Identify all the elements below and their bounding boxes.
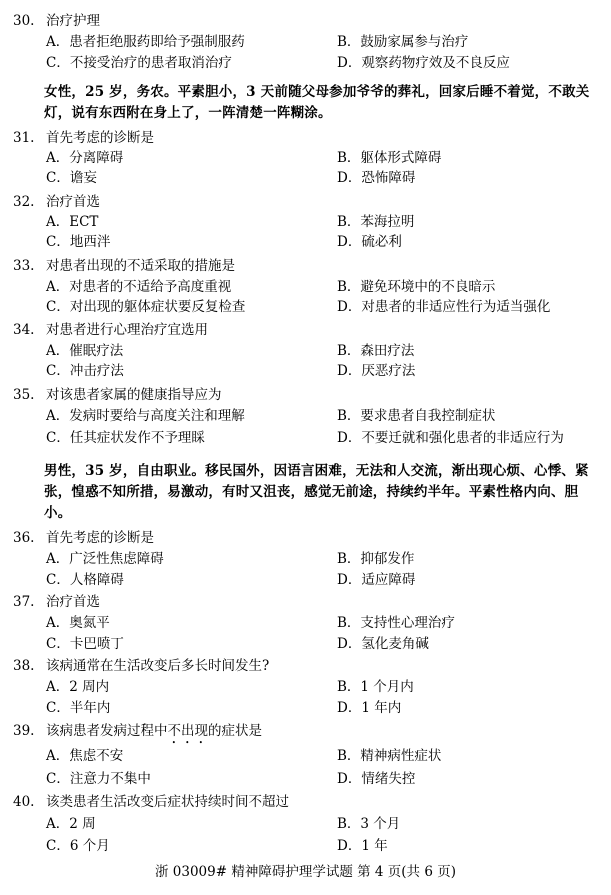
option-letter: C．	[46, 636, 70, 652]
q34-option-b[interactable]	[337, 341, 414, 361]
option-text: 鼓励家属参与治疗	[360, 34, 469, 50]
option-text: 对患者的非适应性行为适当强化	[361, 299, 551, 315]
option-letter: C．	[46, 430, 70, 446]
case-1-text: 女性，25 岁，务农。平素胆小，3 天前随父母参加爷爷的葬礼，回家后睡不着觉，不敢关灯，说有东西附在身上了，一阵清楚一阵糊涂。	[44, 84, 590, 121]
option-text: 地西泮	[69, 234, 111, 250]
q38-option-a[interactable]	[46, 677, 109, 697]
option-text: 任其症状发作不予理睬	[69, 430, 205, 446]
option-text: 躯体形式障碍	[360, 150, 442, 166]
option-letter: B．	[337, 279, 361, 295]
option-letter: A．	[46, 150, 70, 166]
option-letter: B．	[337, 343, 361, 359]
option-letter: C．	[46, 572, 70, 588]
option-text: 对患者的不适给予高度重视	[69, 279, 232, 295]
option-text: 不接受治疗的患者取消治疗	[69, 55, 232, 71]
q33-option-b[interactable]	[337, 277, 495, 297]
option-text: 广泛性焦虑障碍	[69, 551, 164, 567]
option-text: 3 个月	[360, 816, 401, 832]
option-text: 支持性心理治疗	[360, 615, 455, 631]
option-letter: D．	[337, 55, 362, 71]
option-text: 观察药物疗效及不良反应	[361, 55, 510, 71]
q34-number: 34.	[13, 322, 35, 338]
option-letter: A．	[46, 343, 70, 359]
q39-stem-emphasis: 不出现	[167, 723, 208, 739]
option-letter: D．	[337, 771, 362, 787]
q36-option-a[interactable]	[46, 549, 164, 569]
option-letter: D．	[337, 234, 362, 250]
option-letter: A．	[46, 679, 70, 695]
option-letter: D．	[337, 170, 362, 186]
option-text: 森田疗法	[360, 343, 415, 359]
option-text: 恐怖障碍	[361, 170, 416, 186]
q33-option-a[interactable]	[46, 277, 231, 297]
q39-stem	[46, 721, 262, 747]
option-text: 不要迁就和强化患者的非适应行为	[361, 430, 564, 446]
option-letter: A．	[46, 615, 70, 631]
q39-number: 39.	[13, 723, 35, 739]
q38-stem: 该病通常在生活改变后多长时间发生?	[46, 658, 270, 674]
option-letter: D．	[337, 572, 362, 588]
q37-number: 37.	[13, 594, 35, 610]
q31-stem: 首先考虑的诊断是	[46, 130, 154, 146]
option-letter: B．	[337, 214, 361, 230]
q37-stem: 治疗首选	[46, 594, 100, 610]
q40-number: 40.	[13, 794, 35, 810]
option-letter: B．	[337, 816, 361, 832]
option-letter: C．	[46, 771, 70, 787]
q36-option-c[interactable]	[46, 570, 124, 590]
q38-option-d[interactable]	[337, 698, 401, 718]
option-letter: D．	[337, 430, 362, 446]
case-2-text: 男性，35 岁，自由职业。移民国外，因语言困难，无法和人交流，渐出现心烦、心悸、紧张，惶惑不知所措，易激动，有时又沮丧，感觉无前途，持续约半年。平素性格内向、胆小。	[44, 463, 589, 521]
q39-stem-post: 的症状是	[208, 723, 262, 739]
q39-option-b[interactable]	[337, 746, 441, 766]
q32-option-d[interactable]	[337, 232, 402, 252]
q30-number: 30.	[13, 13, 35, 29]
option-text: 催眠疗法	[69, 343, 124, 359]
option-letter: A．	[46, 816, 70, 832]
option-text: 硫必利	[361, 234, 402, 250]
option-letter: C．	[46, 299, 70, 315]
option-letter: A．	[46, 214, 70, 230]
q31-number: 31.	[13, 130, 35, 146]
option-text: 6 个月	[69, 838, 110, 854]
option-letter: D．	[337, 636, 362, 652]
q40-option-c[interactable]	[46, 836, 110, 856]
q33-option-c[interactable]	[46, 297, 245, 317]
option-text: 2 周	[69, 816, 96, 832]
q31-option-c[interactable]	[46, 168, 97, 188]
q34-option-d[interactable]	[337, 361, 415, 381]
option-text: ECT	[69, 214, 99, 230]
q38-number: 38.	[13, 658, 35, 674]
q32-option-a[interactable]	[46, 212, 98, 232]
q34-option-a[interactable]	[46, 341, 123, 361]
option-text: 发病时要给与高度关注和理解	[69, 408, 245, 424]
option-letter: C．	[46, 170, 70, 186]
q37-option-b[interactable]	[337, 613, 455, 633]
q33-option-d[interactable]	[337, 297, 550, 317]
q34-option-c[interactable]	[46, 361, 124, 381]
q30-option-a[interactable]	[46, 32, 245, 52]
option-letter: A．	[46, 279, 70, 295]
q35-option-c[interactable]	[46, 428, 205, 448]
option-letter: C．	[46, 838, 70, 854]
option-letter: A．	[46, 408, 70, 424]
q38-option-b[interactable]	[337, 677, 414, 697]
option-letter: C．	[46, 234, 70, 250]
option-letter: D．	[337, 838, 362, 854]
q39-option-d[interactable]	[337, 769, 415, 789]
q34-stem: 对患者进行心理治疗宜选用	[46, 322, 208, 338]
option-text: 厌恶疗法	[361, 363, 416, 379]
option-text: 对出现的躯体症状要反复检查	[69, 299, 246, 315]
q33-stem: 对患者出现的不适采取的措施是	[46, 258, 235, 274]
page-footer: 浙 03009# 精神障碍护理学试题 第 4 页(共 6 页)	[154, 864, 456, 880]
option-letter: B．	[337, 150, 361, 166]
option-letter: C．	[46, 700, 70, 716]
option-text: 2 周内	[69, 679, 110, 695]
option-letter: B．	[337, 679, 361, 695]
q36-option-d[interactable]	[337, 570, 415, 590]
q40-option-a[interactable]	[46, 814, 96, 834]
q31-option-b[interactable]	[337, 148, 441, 168]
q35-number: 35.	[13, 387, 35, 403]
q33-number: 33.	[13, 258, 35, 274]
q32-stem: 治疗首选	[46, 194, 100, 210]
option-text: 半年内	[69, 700, 111, 716]
q39-option-c[interactable]	[46, 769, 151, 789]
q35-option-d[interactable]	[337, 428, 564, 448]
option-text: 患者拒绝服药即给予强制服药	[69, 34, 245, 50]
option-letter: B．	[337, 551, 361, 567]
q31-option-d[interactable]	[337, 168, 415, 188]
option-text: 适应障碍	[361, 572, 416, 588]
q40-stem: 该类患者生活改变后症状持续时间不超过	[46, 794, 289, 810]
q35-option-a[interactable]	[46, 406, 245, 426]
q36-number: 36.	[13, 530, 35, 546]
option-text: 情绪失控	[361, 771, 416, 787]
option-text: 人格障碍	[69, 572, 124, 588]
q40-option-d[interactable]	[337, 836, 388, 856]
option-text: 冲击疗法	[69, 363, 124, 379]
option-letter: C．	[46, 363, 70, 379]
q35-option-b[interactable]	[337, 406, 495, 426]
q32-number: 32.	[13, 194, 35, 210]
q36-option-b[interactable]	[337, 549, 414, 569]
q30-stem: 治疗护理	[46, 13, 100, 29]
q30-option-b[interactable]	[337, 32, 468, 52]
option-letter: D．	[337, 299, 362, 315]
option-text: 苯海拉明	[360, 214, 415, 230]
option-text: 分离障碍	[69, 150, 124, 166]
q35-stem: 对该患者家属的健康指导应为	[46, 387, 222, 403]
option-text: 要求患者自我控制症状	[360, 408, 496, 424]
q37-option-c[interactable]	[46, 634, 124, 654]
option-text: 1 个月内	[360, 679, 414, 695]
q31-option-a[interactable]	[46, 148, 123, 168]
option-letter: A．	[46, 748, 70, 764]
q37-option-d[interactable]	[337, 634, 429, 654]
q39-option-a[interactable]	[46, 746, 123, 766]
q37-option-a[interactable]	[46, 613, 110, 633]
q38-option-c[interactable]	[46, 698, 110, 718]
option-letter: D．	[337, 363, 362, 379]
option-text: 避免环境中的不良暗示	[360, 279, 496, 295]
option-text: 焦虑不安	[69, 748, 124, 764]
option-text: 1 年内	[361, 700, 402, 716]
q32-option-b[interactable]	[337, 212, 414, 232]
option-text: 1 年	[361, 838, 388, 854]
option-text: 谵妄	[69, 170, 97, 186]
option-letter: C．	[46, 55, 70, 71]
option-letter: B．	[337, 615, 361, 631]
option-letter: B．	[337, 408, 361, 424]
option-text: 氢化麦角碱	[361, 636, 429, 652]
q36-stem: 首先考虑的诊断是	[46, 530, 154, 546]
option-text: 卡巴喷丁	[69, 636, 124, 652]
q30-option-c[interactable]	[46, 53, 232, 73]
q39-stem-pre: 该病患者发病过程中	[46, 723, 168, 739]
option-letter: A．	[46, 34, 70, 50]
q40-option-b[interactable]	[337, 814, 400, 834]
option-letter: A．	[46, 551, 70, 567]
option-text: 抑郁发作	[360, 551, 415, 567]
option-letter: B．	[337, 34, 361, 50]
option-text: 精神病性症状	[360, 748, 442, 764]
q30-option-d[interactable]	[337, 53, 510, 73]
option-text: 注意力不集中	[69, 771, 151, 787]
option-letter: B．	[337, 748, 361, 764]
option-text: 奥氮平	[69, 615, 110, 631]
option-letter: D．	[337, 700, 362, 716]
q32-option-c[interactable]	[46, 232, 110, 252]
